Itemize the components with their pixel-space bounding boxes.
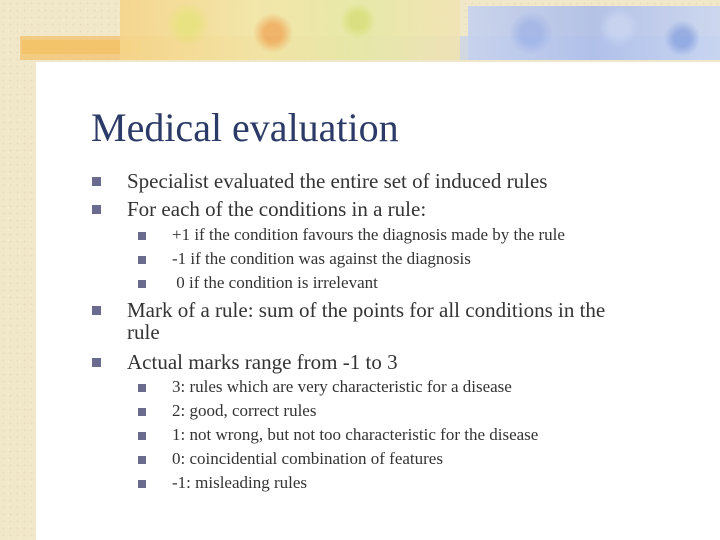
slide-title: Medical evaluation — [91, 105, 399, 150]
bullet-text-conditions: For each of the conditions in a rule: — [127, 197, 427, 221]
bullet-text-range: Actual marks range from -1 to 3 — [127, 350, 398, 374]
bullet-square-icon — [92, 177, 101, 186]
sub-bullet-text: -1: misleading rules — [172, 473, 308, 492]
sub-bullet-square-icon — [138, 456, 146, 464]
banner-flower-art-right — [468, 6, 720, 60]
sub-bullet-text: 0: coincidential combination of features — [172, 449, 443, 468]
sub-bullet-text: +1 if the condition favours the diagnosis made by the rule — [172, 225, 565, 244]
bullet-square-icon — [92, 306, 101, 315]
sub-bullet-text: 0 if the condition is irrelevant — [172, 273, 378, 292]
sub-bullet-square-icon — [138, 432, 146, 440]
banner-flower-art-left — [120, 0, 460, 60]
sub-bullet-square-icon — [138, 384, 146, 392]
decorative-banner — [0, 0, 720, 62]
sub-bullet-square-icon — [138, 408, 146, 416]
sub-bullet-square-icon — [138, 232, 146, 240]
bullet-text-mark-continued: rule — [127, 320, 160, 344]
sub-bullet-square-icon — [138, 280, 146, 288]
bullet-square-icon — [92, 205, 101, 214]
sub-bullet-text: 1: not wrong, but not too characteristic for the disease — [172, 425, 539, 444]
bullet-text-specialist: Specialist evaluated the entire set of induced rules — [127, 169, 548, 193]
sub-bullet-text: -1 if the condition was against the diagnosis — [172, 249, 471, 268]
bullet-square-icon — [92, 358, 101, 367]
sub-bullet-square-icon — [138, 480, 146, 488]
bullet-text-mark: Mark of a rule: sum of the points for all conditions in the — [127, 298, 606, 322]
sub-bullet-text: 2: good, correct rules — [172, 401, 317, 420]
sub-bullet-square-icon — [138, 256, 146, 264]
sub-bullet-text: 3: rules which are very characteristic for a disease — [172, 377, 512, 396]
